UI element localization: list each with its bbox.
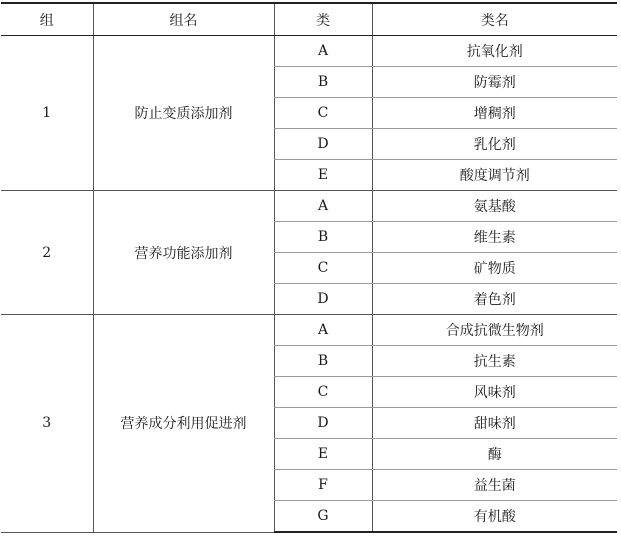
class-name-cell: 酸度调节剂 xyxy=(372,160,617,191)
class-name-cell: 抗生素 xyxy=(372,346,617,377)
class-name-cell: 风味剂 xyxy=(372,377,617,408)
group-id-cell: 1 xyxy=(1,36,93,191)
header-class-name: 类名 xyxy=(372,3,617,36)
class-name-cell: 乳化剂 xyxy=(372,129,617,160)
class-cell: D xyxy=(274,129,372,160)
class-cell: G xyxy=(274,501,372,533)
table-row xyxy=(1,315,617,346)
class-cell: A xyxy=(274,315,372,346)
class-cell: A xyxy=(274,36,372,67)
table-row xyxy=(1,191,617,222)
class-name-cell: 甜味剂 xyxy=(372,408,617,439)
class-cell: B xyxy=(274,67,372,98)
class-name-cell: 酶 xyxy=(372,439,617,470)
class-name-cell: 着色剂 xyxy=(372,284,617,315)
header-row xyxy=(1,3,617,36)
class-cell: A xyxy=(274,191,372,222)
class-cell: C xyxy=(274,377,372,408)
class-cell: E xyxy=(274,439,372,470)
header-group: 组 xyxy=(1,3,93,36)
class-cell: D xyxy=(274,284,372,315)
table-row xyxy=(1,36,617,67)
class-name-cell: 维生素 xyxy=(372,222,617,253)
class-name-cell: 矿物质 xyxy=(372,253,617,284)
class-name-cell: 防霉剂 xyxy=(372,67,617,98)
class-name-cell: 增稠剂 xyxy=(372,98,617,129)
group-name-cell: 防止变质添加剂 xyxy=(93,36,274,191)
header-class: 类 xyxy=(274,3,372,36)
class-name-cell: 氨基酸 xyxy=(372,191,617,222)
table-body xyxy=(1,36,617,533)
class-name-cell: 抗氧化剂 xyxy=(372,36,617,67)
class-cell: B xyxy=(274,346,372,377)
class-cell: F xyxy=(274,470,372,501)
class-cell: E xyxy=(274,160,372,191)
additive-classification-table xyxy=(1,2,617,533)
class-name-cell: 有机酸 xyxy=(372,501,617,533)
group-name-cell: 营养功能添加剂 xyxy=(93,191,274,315)
group-id-cell: 2 xyxy=(1,191,93,315)
header-group-name: 组名 xyxy=(93,3,274,36)
class-cell: B xyxy=(274,222,372,253)
class-cell: D xyxy=(274,408,372,439)
class-cell: C xyxy=(274,253,372,284)
group-name-cell: 营养成分利用促进剂 xyxy=(93,315,274,533)
class-name-cell: 合成抗微生物剂 xyxy=(372,315,617,346)
class-name-cell: 益生菌 xyxy=(372,470,617,501)
group-id-cell: 3 xyxy=(1,315,93,533)
class-cell: C xyxy=(274,98,372,129)
